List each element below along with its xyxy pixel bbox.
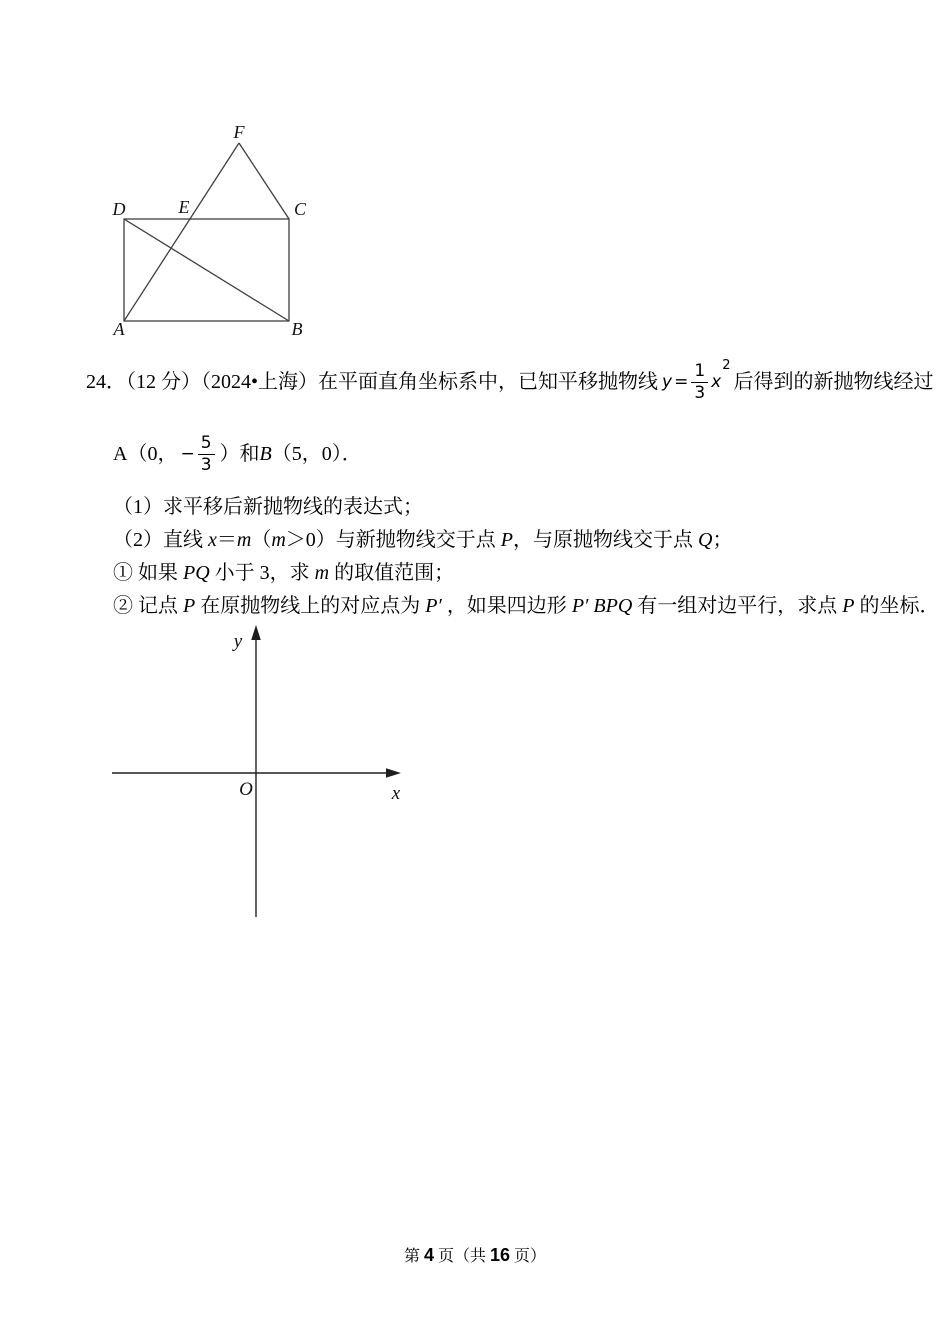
intro-prefix: 24．（12 分）（2024•上海）在平面直角坐标系中，已知平移抛物线 bbox=[86, 371, 659, 393]
fraction-numerator: 1 bbox=[691, 362, 708, 383]
formula-exponent: 2 bbox=[722, 357, 731, 373]
text-run: m bbox=[236, 529, 252, 551]
parabola-formula bbox=[661, 357, 731, 403]
diagonal-db bbox=[124, 219, 289, 321]
geometry-figure bbox=[90, 110, 330, 350]
vertex-label-b: B bbox=[291, 319, 303, 339]
segment-af bbox=[124, 143, 239, 321]
minus-sign: − bbox=[180, 443, 195, 464]
fraction-one-third bbox=[691, 362, 708, 402]
subquestion-2 bbox=[113, 594, 940, 618]
text-run: 的取值范围； bbox=[329, 562, 455, 584]
axes-lines bbox=[112, 636, 390, 917]
x-axis-arrowhead bbox=[386, 768, 401, 778]
vertex-label-e: E bbox=[178, 197, 190, 217]
subquestion-1 bbox=[113, 561, 454, 585]
text-run: m bbox=[314, 562, 330, 584]
formula-variable: x bbox=[711, 371, 722, 392]
problem-24-intro bbox=[86, 358, 934, 406]
text-run: ＝ bbox=[216, 529, 237, 551]
vertex-label-d: D bbox=[112, 199, 126, 219]
y-axis-arrowhead bbox=[251, 625, 261, 640]
text-run: ② 记点 bbox=[113, 595, 183, 617]
text-run: ① 如果 bbox=[113, 562, 183, 584]
text-run: ＞0）与新抛物线交于点 bbox=[285, 529, 501, 551]
intro-suffix: 后得到的新抛物线经过 bbox=[733, 371, 934, 393]
footer-total-pages: 16 bbox=[490, 1245, 511, 1265]
vertex-label-c: C bbox=[293, 199, 307, 219]
text-run: P bbox=[500, 529, 514, 551]
formula-equals: = bbox=[674, 371, 689, 392]
question-1 bbox=[113, 495, 423, 519]
text-run: PQ bbox=[183, 562, 210, 584]
axes-figure bbox=[100, 622, 410, 922]
text-run: 有一组对边平行，求点 bbox=[632, 595, 843, 617]
text-run: （ bbox=[251, 529, 272, 551]
text-run: ； bbox=[712, 529, 733, 551]
vertex-label-a: A bbox=[113, 319, 125, 339]
point-b-label: B bbox=[259, 443, 272, 465]
footer-prefix: 第 bbox=[403, 1248, 420, 1265]
point-b-coords: （5，0）． bbox=[271, 443, 362, 465]
point-a-open: （0， bbox=[127, 443, 178, 465]
text-run: （1）求平移后新抛物线的表达式； bbox=[113, 496, 423, 518]
text-run: P bbox=[183, 595, 196, 617]
text-run: 的坐标． bbox=[854, 595, 940, 617]
point-a-label: A bbox=[113, 443, 128, 465]
text-run: P′ BPQ bbox=[571, 595, 633, 617]
text-run: （2）直线 bbox=[113, 529, 208, 551]
fraction-numerator: 5 bbox=[198, 434, 215, 455]
x-axis-label: x bbox=[391, 783, 401, 804]
text-run: 在原抛物线上的对应点为 bbox=[195, 595, 426, 617]
fraction-neg-five-thirds bbox=[180, 434, 216, 474]
segment-fc bbox=[239, 143, 289, 219]
footer-suffix: 页） bbox=[514, 1248, 547, 1265]
points-line bbox=[113, 431, 362, 477]
text-run: 小于 3，求 bbox=[209, 562, 315, 584]
footer-page-number: 4 bbox=[423, 1245, 434, 1265]
text-run: m bbox=[271, 529, 286, 551]
fraction-denominator: 3 bbox=[200, 454, 212, 475]
page-footer bbox=[0, 1243, 950, 1266]
text-run: P bbox=[842, 595, 855, 617]
y-axis-label: y bbox=[233, 631, 243, 652]
footer-mid: 页（共 bbox=[437, 1248, 486, 1265]
text-run: x bbox=[208, 529, 217, 551]
conjunction-and: 和 bbox=[239, 443, 260, 465]
text-run: Q bbox=[698, 529, 713, 551]
text-run: ，与原抛物线交于点 bbox=[513, 529, 699, 551]
origin-label: O bbox=[239, 779, 253, 800]
question-2 bbox=[113, 528, 732, 552]
fraction-denominator: 3 bbox=[694, 382, 706, 403]
vertex-label-f: F bbox=[233, 122, 245, 142]
geometry-lines bbox=[124, 143, 289, 321]
text-run: P′ bbox=[425, 595, 442, 617]
point-a-close: ） bbox=[219, 443, 240, 465]
formula-lhs: y bbox=[662, 371, 673, 392]
text-run: ，如果四边形 bbox=[441, 595, 572, 617]
